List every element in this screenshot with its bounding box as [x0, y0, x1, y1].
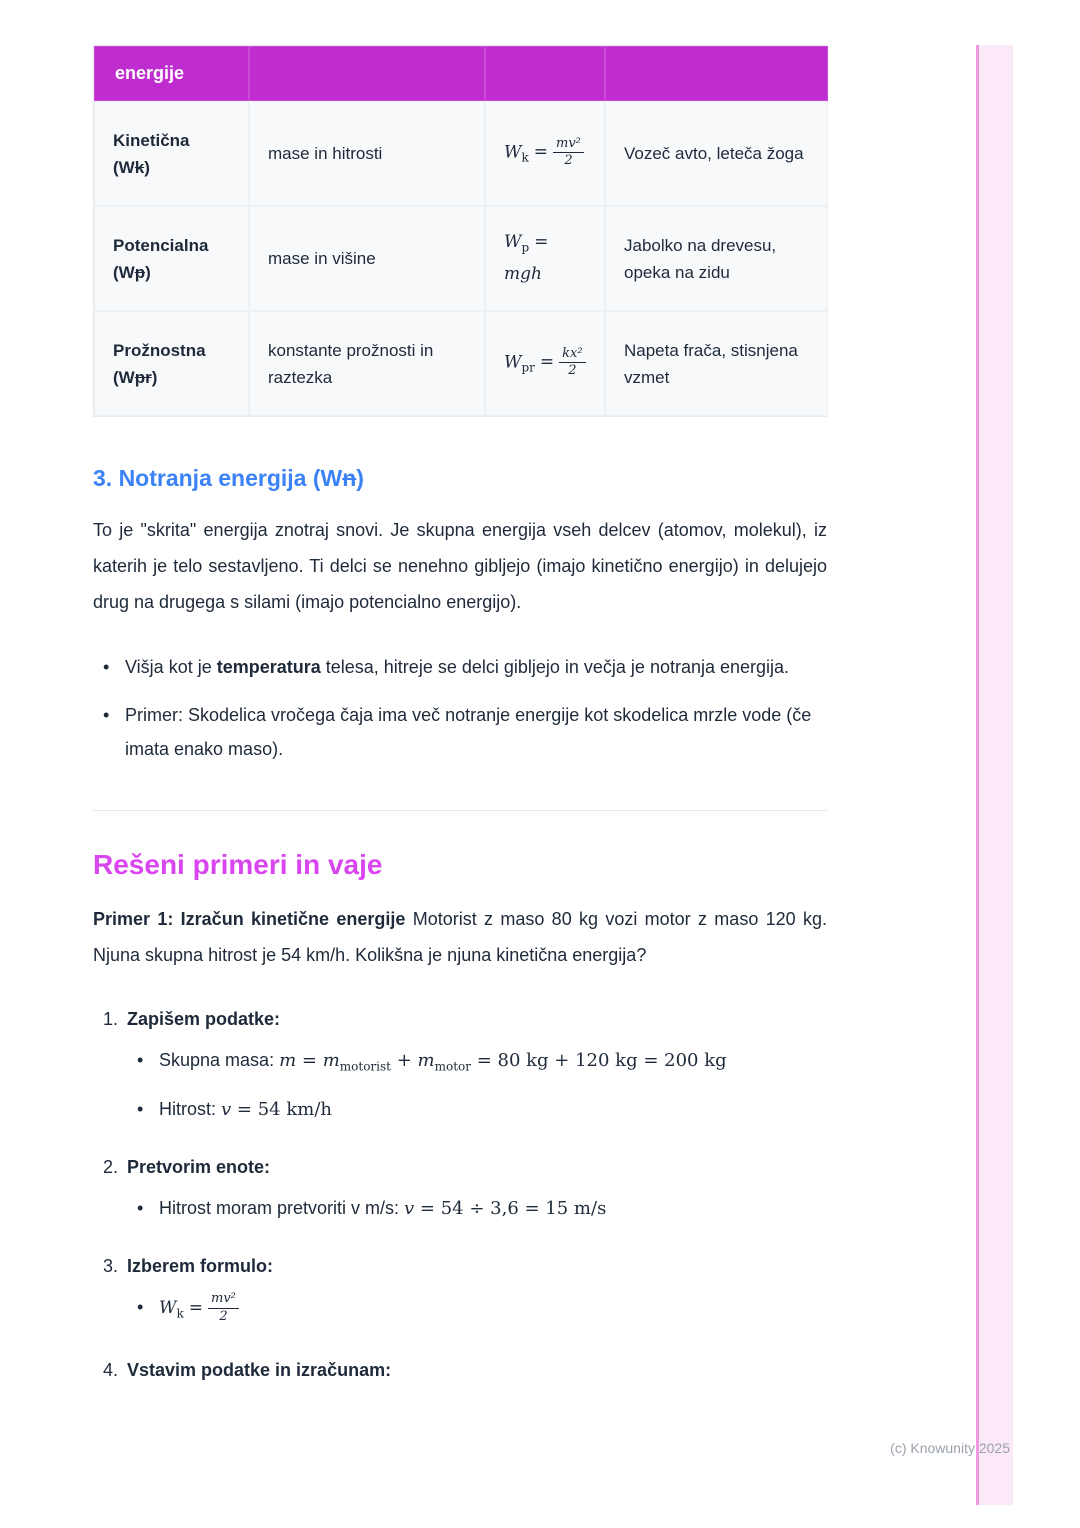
content-column	[93, 45, 827, 1384]
strike-sub: n	[342, 465, 357, 491]
energy-name: Kinetična	[113, 130, 190, 150]
formula-potential-lhs: $W_p$ =	[504, 231, 549, 255]
math-total-mass: $m = m_{motorist} + m_{motor} = 80$ kg + 120 kg = 200 kg	[279, 1050, 727, 1074]
table-cell-potential-formula	[485, 206, 605, 311]
step-2-bullets	[93, 1191, 827, 1226]
formula-kinetic: $W_k$ = $\frac{\text{mv²}}{2}$	[504, 136, 586, 172]
fraction: $\frac{\text{mv²}}{2}$	[553, 136, 584, 170]
table-cell-potential-name	[94, 206, 249, 311]
internal-energy-paragraph: To je "skrita" energija znotraj snovi. Je skupna energija vseh delcev (atomov, molekul), iz katerih je telo sestavljeno. Ti delci se nenehno gibljejo (imajo kinetično energijo) in delujejo drug na drugega s silami (imajo potencialno energijo).	[93, 520, 827, 612]
table-cell-kinetic-example: Vozeč avto, leteča žoga	[605, 101, 828, 206]
section-heading-solved-examples: Rešeni primeri in vaje	[93, 849, 383, 880]
step-title: 2. Pretvorim enote:	[103, 1156, 271, 1177]
list-item	[93, 1043, 827, 1084]
list-item	[93, 1191, 827, 1226]
list-item	[93, 650, 827, 684]
table-cell-kinetic-name	[94, 101, 249, 206]
table-header-cell-empty-1	[249, 46, 485, 101]
section-heading-internal-energy: 3. Notranja energija (Wn)	[93, 465, 364, 491]
bullet-text: • Hitrost moram pretvoriti v m/s: v = 54 ÷ 3,6 = 15 m/s	[159, 1197, 607, 1219]
formula-potential-rhs: mgh	[504, 264, 542, 285]
step-1-bullets	[93, 1043, 827, 1127]
table-cell-kinetic-formula	[485, 101, 605, 206]
table-cell-elastic-depends: konstante prožnosti in raztezka	[249, 311, 485, 416]
table-header-cell-empty-2	[485, 46, 605, 101]
step-3	[93, 1252, 827, 1330]
example1-intro: Primer 1: Izračun kinetične energije Motorist z maso 80 kg vozi motor z maso 120 kg. Njuna skupna hitrost je 54 km/h. Kolikšna je njuna kinetična energija?	[93, 909, 828, 965]
solution-steps	[93, 1005, 827, 1384]
copyright-footer: (c) Knowunity 2025	[890, 1440, 1010, 1456]
bullet-text	[159, 1290, 239, 1330]
list-item	[93, 698, 827, 766]
bullet-text: • Višja kot je temperatura telesa, hitreje se delci gibljejo in večja je notranja energija.	[125, 657, 790, 677]
energy-name: Prožnostna	[113, 340, 206, 360]
formula-kinetic-chosen: $W_k$ = $\frac{\text{mv²}}{2}$	[159, 1298, 239, 1318]
list-item	[93, 1290, 827, 1330]
step-title: 4. Vstavim podatke in izračunam:	[103, 1359, 392, 1380]
energy-symbol: (Wp)	[113, 262, 151, 282]
energy-types-table	[93, 45, 827, 417]
bullet-text: • Primer: Skodelica vročega čaja ima več notranje energije kot skodelica mrzle vode (če imata enako maso).	[125, 705, 812, 759]
table-cell-kinetic-depends: mase in hitrosti	[249, 101, 485, 206]
table-cell-elastic-name	[94, 311, 249, 416]
fraction: $\frac{\text{mv²}}{2}$	[208, 1291, 239, 1325]
energy-symbol: (Wpr)	[113, 367, 158, 387]
step-title: 3. Izberem formulo:	[103, 1255, 274, 1276]
table-cell-potential-depends: mase in višine	[249, 206, 485, 311]
table-header-cell-empty-3	[605, 46, 828, 101]
list-item	[93, 1092, 827, 1127]
strike-sub: k	[134, 157, 145, 177]
table-cell-elastic-formula	[485, 311, 605, 416]
strike-sub: pr	[134, 367, 152, 387]
step-1	[93, 1005, 827, 1127]
example1-title: Primer 1: Izračun kinetične energije	[93, 909, 406, 929]
bullet-text: • Skupna masa: $m = m_{motorist} + m_{motor} = 80$ kg + 120 kg = 200 kg	[159, 1050, 727, 1074]
step-3-bullets	[93, 1290, 827, 1330]
table-header-cell-energije	[94, 46, 249, 101]
step-2	[93, 1153, 827, 1226]
strike-sub: p	[134, 262, 146, 282]
step-4	[93, 1356, 827, 1384]
bullet-text: • Hitrost: v = 54 km/h	[159, 1098, 332, 1120]
fraction: $\frac{\text{kx²}}{2}$	[559, 346, 585, 380]
page-edge-decoration	[976, 45, 1013, 1505]
table-cell-elastic-example: Napeta frača, stisnjena vzmet	[605, 311, 828, 416]
energy-symbol: (Wk)	[113, 157, 150, 177]
table-header-label: energije	[115, 63, 185, 83]
table-cell-potential-example: Jabolko na drevesu, opeka na zidu	[605, 206, 828, 311]
energy-name: Potencialna	[113, 235, 209, 255]
step-title: 1. Zapišem podatke:	[103, 1009, 281, 1029]
formula-elastic: $W_{pr}$ = $\frac{\text{kx²}}{2}$	[504, 346, 586, 382]
section-divider	[93, 810, 827, 811]
math-speed-conversion: v = 54 ÷ 3,6 = 15 m/s	[404, 1197, 607, 1219]
internal-energy-bullets	[93, 650, 827, 766]
math-speed: v = 54 km/h	[221, 1098, 332, 1120]
